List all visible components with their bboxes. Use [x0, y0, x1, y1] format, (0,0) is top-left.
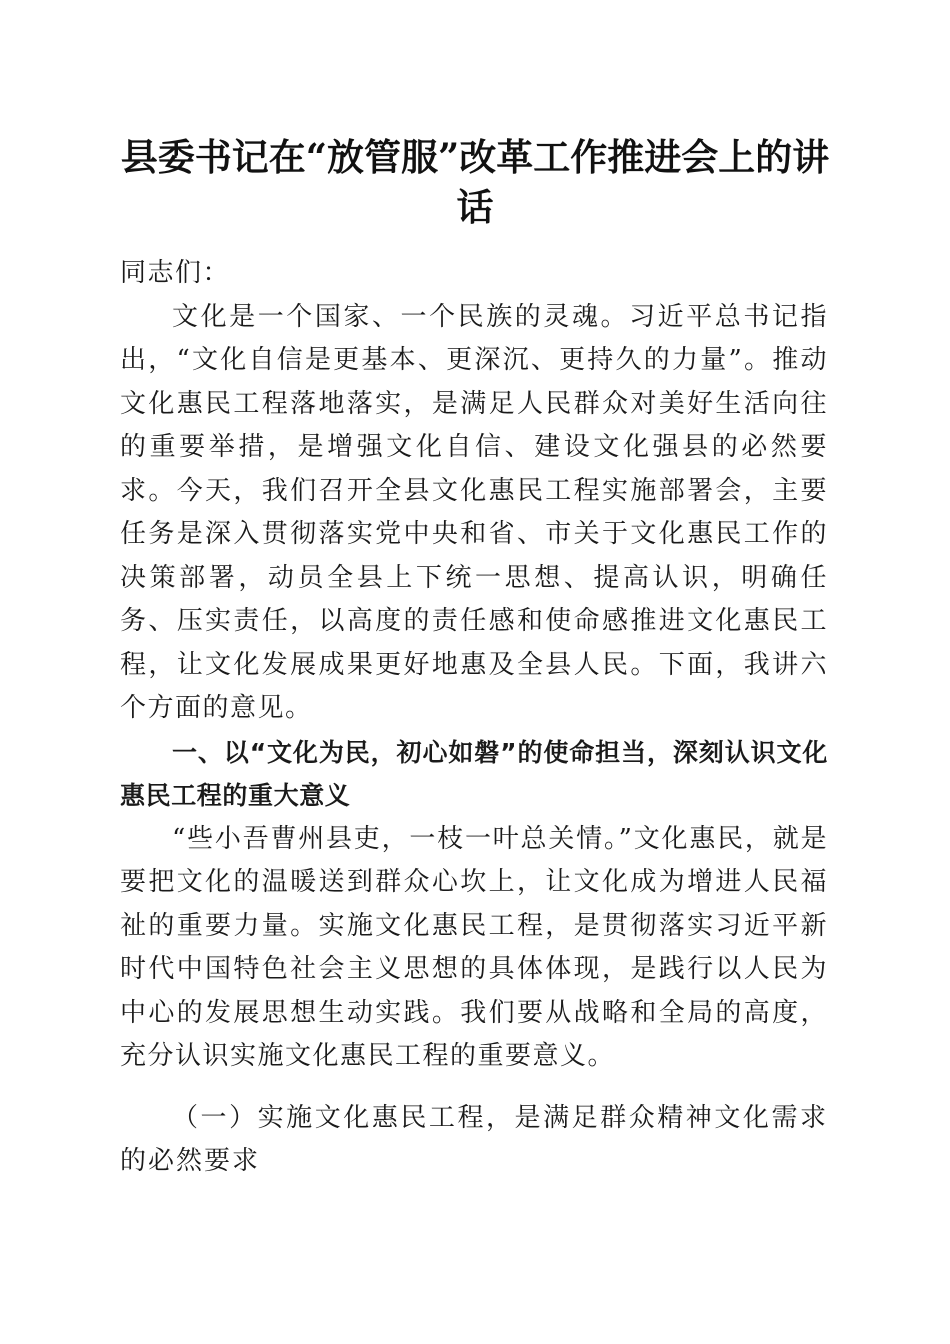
document-body	[120, 252, 828, 1184]
section-1-paragraph: “些小吾曹州县吏，一枝一叶总关情。”文化惠民，就是要把文化的温暖送到群众心坎上，让文化成为增进人民福祉的重要力量。实施文化惠民工程，是贯彻落实习近平新时代中国特色社会主义思想的具体体现，是践行以人民为中心的发展思想生动实践。我们要从战略和全局的高度，充分认识实施文化惠民工程的重要意义。	[120, 823, 828, 1071]
section-1-heading: 一、以“文化为民，初心如磐”的使命担当，深刻认识文化惠民工程的重大意义	[120, 737, 828, 810]
document-title: 县委书记在“放管服”改革工作推进会上的讲话	[120, 135, 830, 229]
salutation: 同志们：	[120, 258, 231, 288]
intro-paragraph: 文化是一个国家、一个民族的灵魂。习近平总书记指出，“文化自信是更基本、更深沉、更持久的力量”。推动文化惠民工程落地落实，是满足人民群众对美好生活向往的重要举措，是增强文化自信、建设文化强县的必然要求。今天，我们召开全县文化惠民工程实施部署会，主要任务是深入贯彻落实党中央和省、市关于文化惠民工作的决策部署，动员全县上下统一思想、提高认识，明确任务、压实责任，以高度的责任感和使命感推进文化惠民工程，让文化发展成果更好地惠及全县人民。下面，我讲六个方面的意见。	[120, 301, 828, 723]
paragraph-gap	[120, 1079, 828, 1097]
section-1-subheading-1: （一）实施文化惠民工程，是满足群众精神文化需求的必然要求	[120, 1102, 828, 1176]
